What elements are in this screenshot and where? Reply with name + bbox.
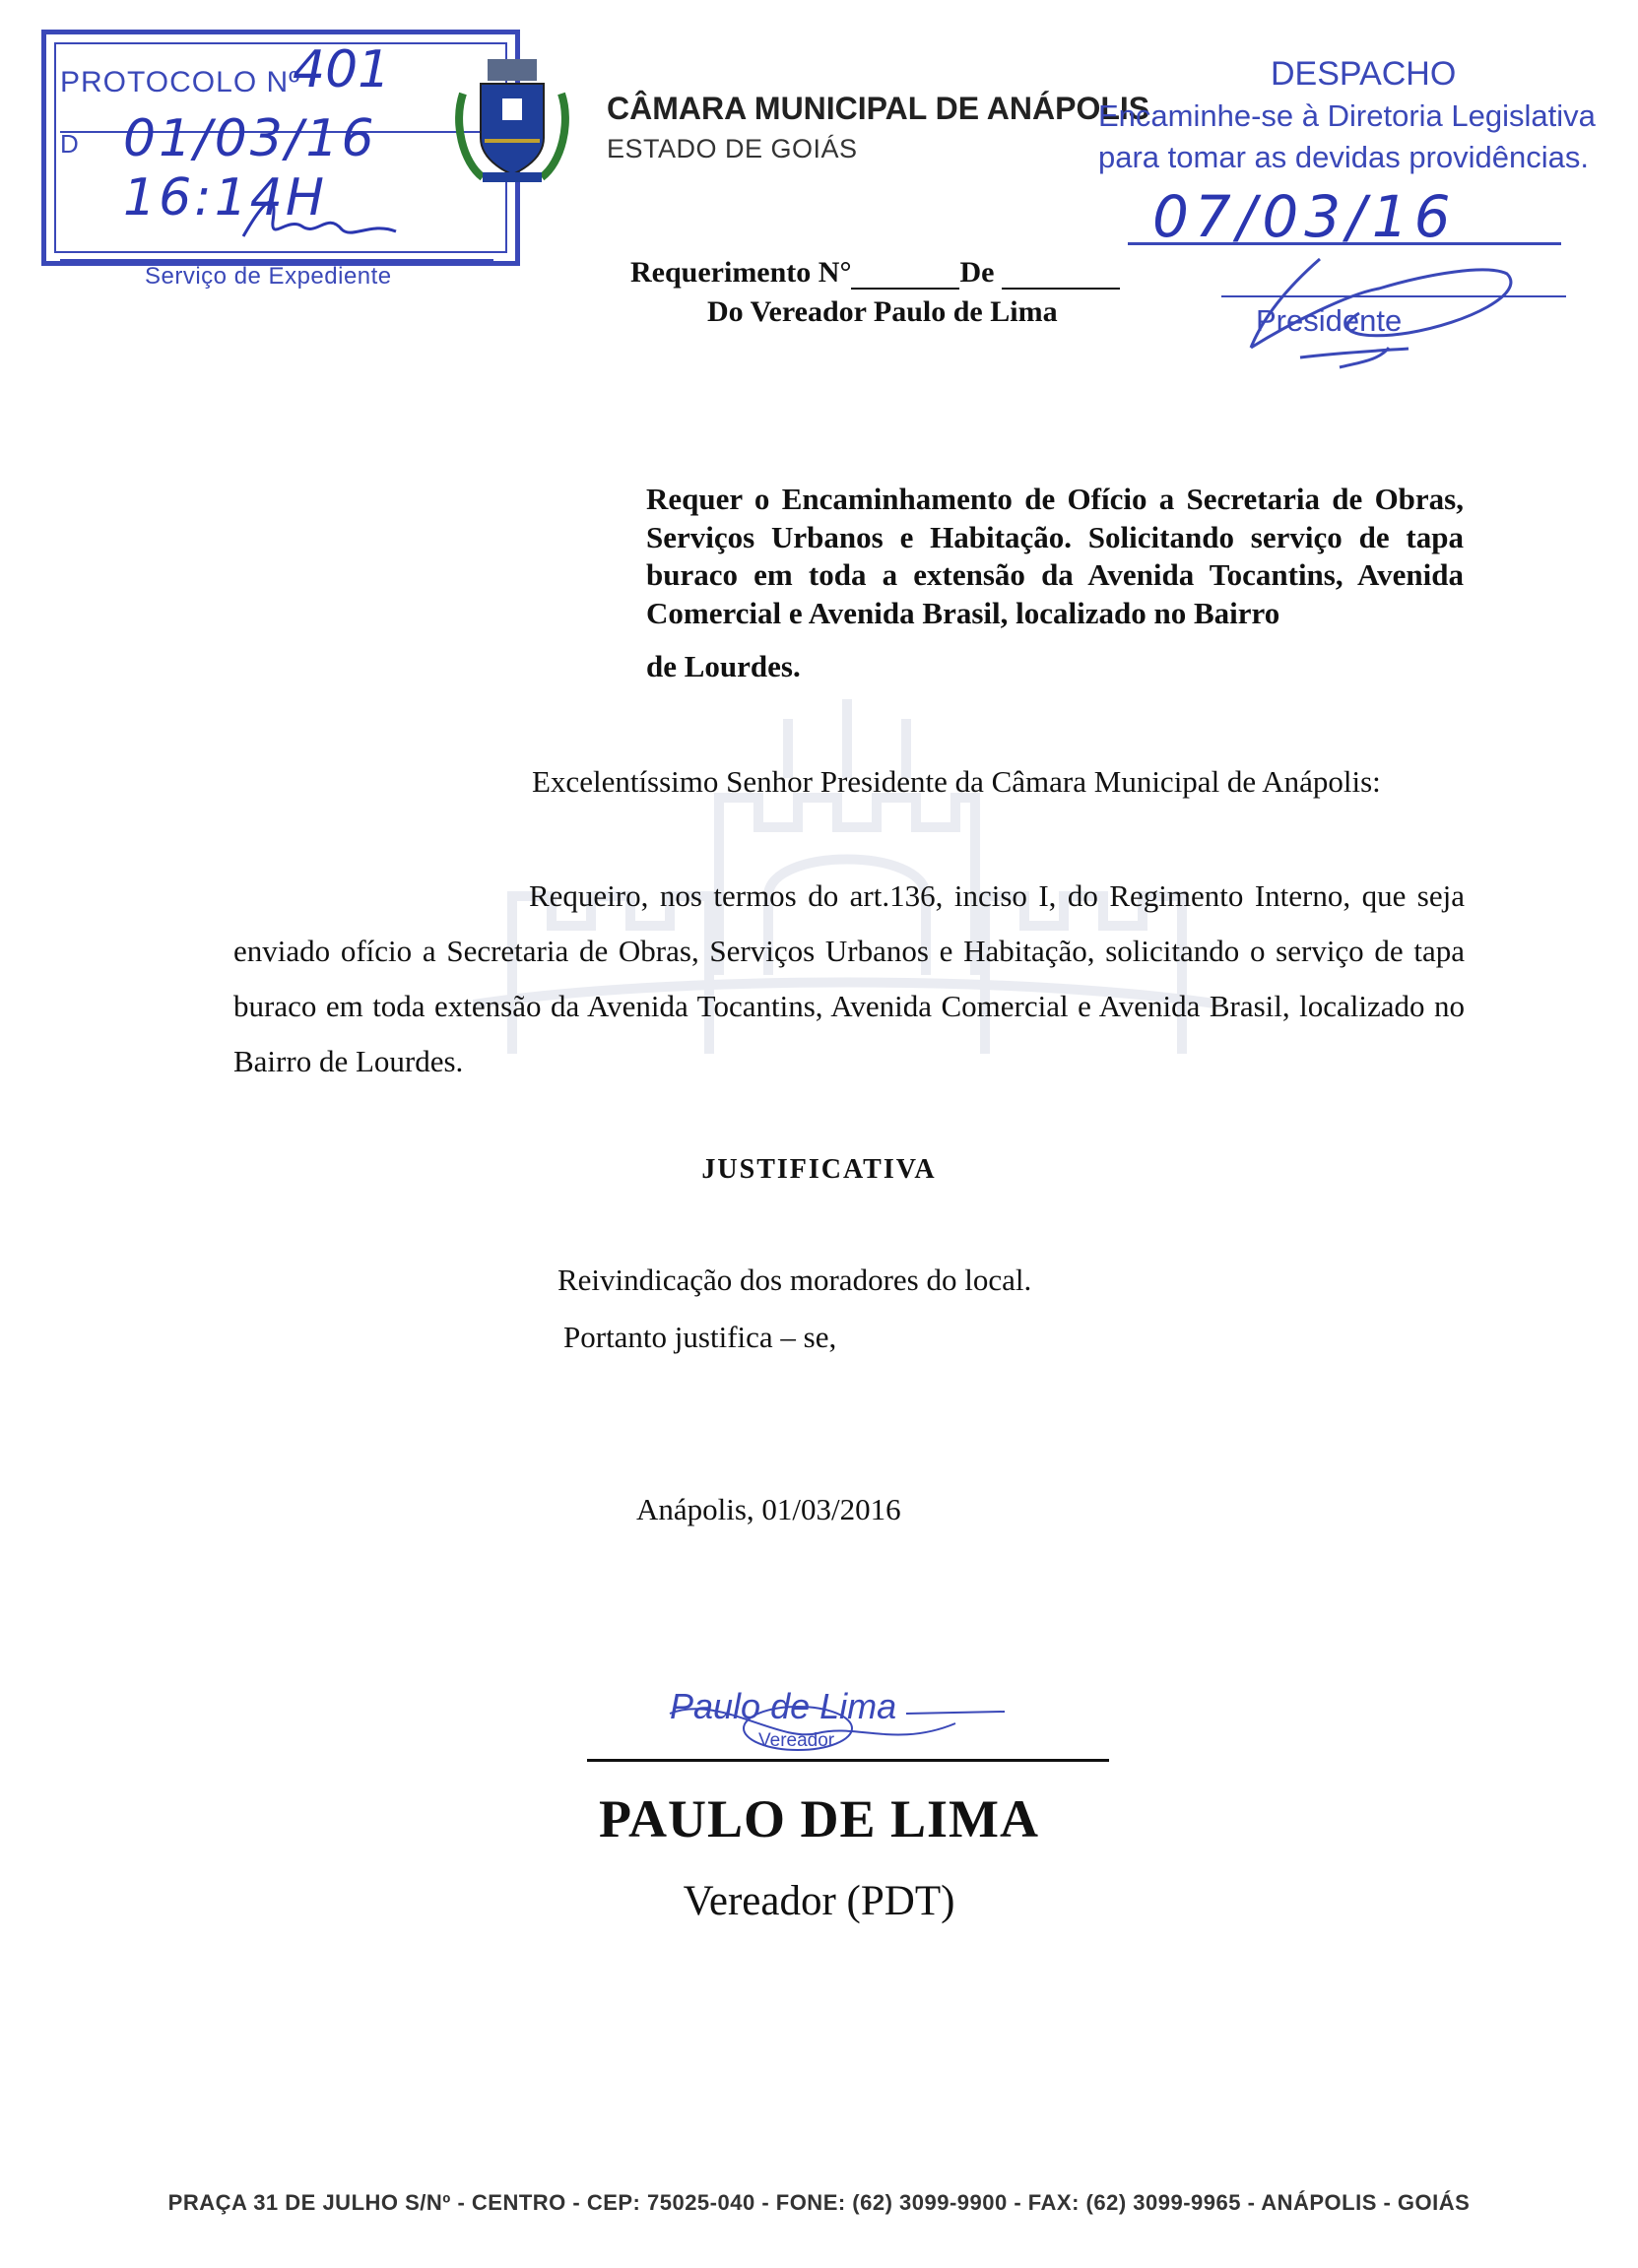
- coat-of-arms-icon: [453, 54, 571, 187]
- despacho-instruction-line2: para tomar as devidas providências.: [1098, 140, 1589, 174]
- signature-stamp-role: Vereador: [758, 1730, 835, 1751]
- requerimento-date-label: De: [959, 256, 995, 289]
- despacho-date-line: [1128, 242, 1561, 245]
- signer-name: PAULO DE LIMA: [598, 1789, 1039, 1848]
- signer-role: Vereador (PDT): [683, 1878, 955, 1924]
- footer-address: PRAÇA 31 DE JULHO S/Nº - CENTRO - CEP: 75025-040 - FONE: (62) 3099-9900 - FAX: (62) 3099-9965 - ANÁPOLIS - GOIÁS: [167, 2190, 1471, 2215]
- requerimento-number-label: Requerimento N°: [630, 256, 852, 289]
- protocol-stamp: [41, 30, 520, 290]
- justification-line1: Reivindicação dos moradores do local.: [557, 1263, 1032, 1297]
- organization-name: CÂMARA MUNICIPAL DE ANÁPOLIS: [607, 91, 1150, 126]
- justification-line2: Portanto justifica – se,: [563, 1320, 837, 1354]
- ementa-last-line: de Lourdes.: [646, 649, 801, 683]
- requerimento-author: Do Vereador Paulo de Lima: [707, 295, 1058, 328]
- protocol-service: Serviço de Expediente: [145, 263, 392, 290]
- justification-title: JUSTIFICATIVA: [701, 1154, 937, 1185]
- protocol-date: 01/03/16 16:14H: [123, 109, 377, 227]
- salutation: Excelentíssimo Senhor Presidente da Câmara Municipal de Anápolis:: [532, 764, 1381, 799]
- protocol-number: 401: [293, 40, 391, 99]
- despacho-role: Presidente: [1256, 303, 1403, 338]
- protocol-signature-icon: [233, 182, 401, 251]
- organization-state: ESTADO DE GOIÁS: [607, 134, 858, 163]
- despacho-instruction-line1: Encaminhe-se à Diretoria Legislativa: [1098, 98, 1596, 133]
- protocol-label: PROTOCOLO Nº: [60, 66, 301, 98]
- signature-line: [587, 1759, 1109, 1762]
- protocol-date-prefix: D: [60, 129, 79, 159]
- ementa: [646, 481, 1464, 686]
- ementa-text: Requer o Encaminhamento de Ofício a Secretaria de Obras, Serviços Urbanos e Habitação. Solicitando serviço de tapa buraco em toda a extensão da Avenida Tocantins, Avenida Comercial e Avenida Brasil, localizado no Bairro: [646, 482, 1464, 630]
- requerimento-date-blank: [1002, 260, 1120, 290]
- place-and-date: Anápolis, 01/03/2016: [636, 1492, 901, 1526]
- protocol-signature-line: [60, 259, 493, 261]
- requerimento-number-blank: [851, 260, 959, 290]
- request-paragraph: Requeiro, nos termos do art.136, inciso I, do Regimento Interno, que seja enviado ofício a Secretaria de Obras, Serviços Urbanos e Habitação, solicitando o serviço de tapa buraco em toda extensão da Avenida Tocantins, Avenida Comercial e Avenida Brasil, localizado no Bairro de Lourdes.: [233, 878, 1465, 1078]
- signature-stamp-name: Paulo de Lima: [670, 1686, 897, 1726]
- requerimento-number-line: [630, 256, 1120, 290]
- despacho-date: 07/03/16: [1152, 183, 1457, 250]
- despacho-title: DESPACHO: [1271, 55, 1457, 93]
